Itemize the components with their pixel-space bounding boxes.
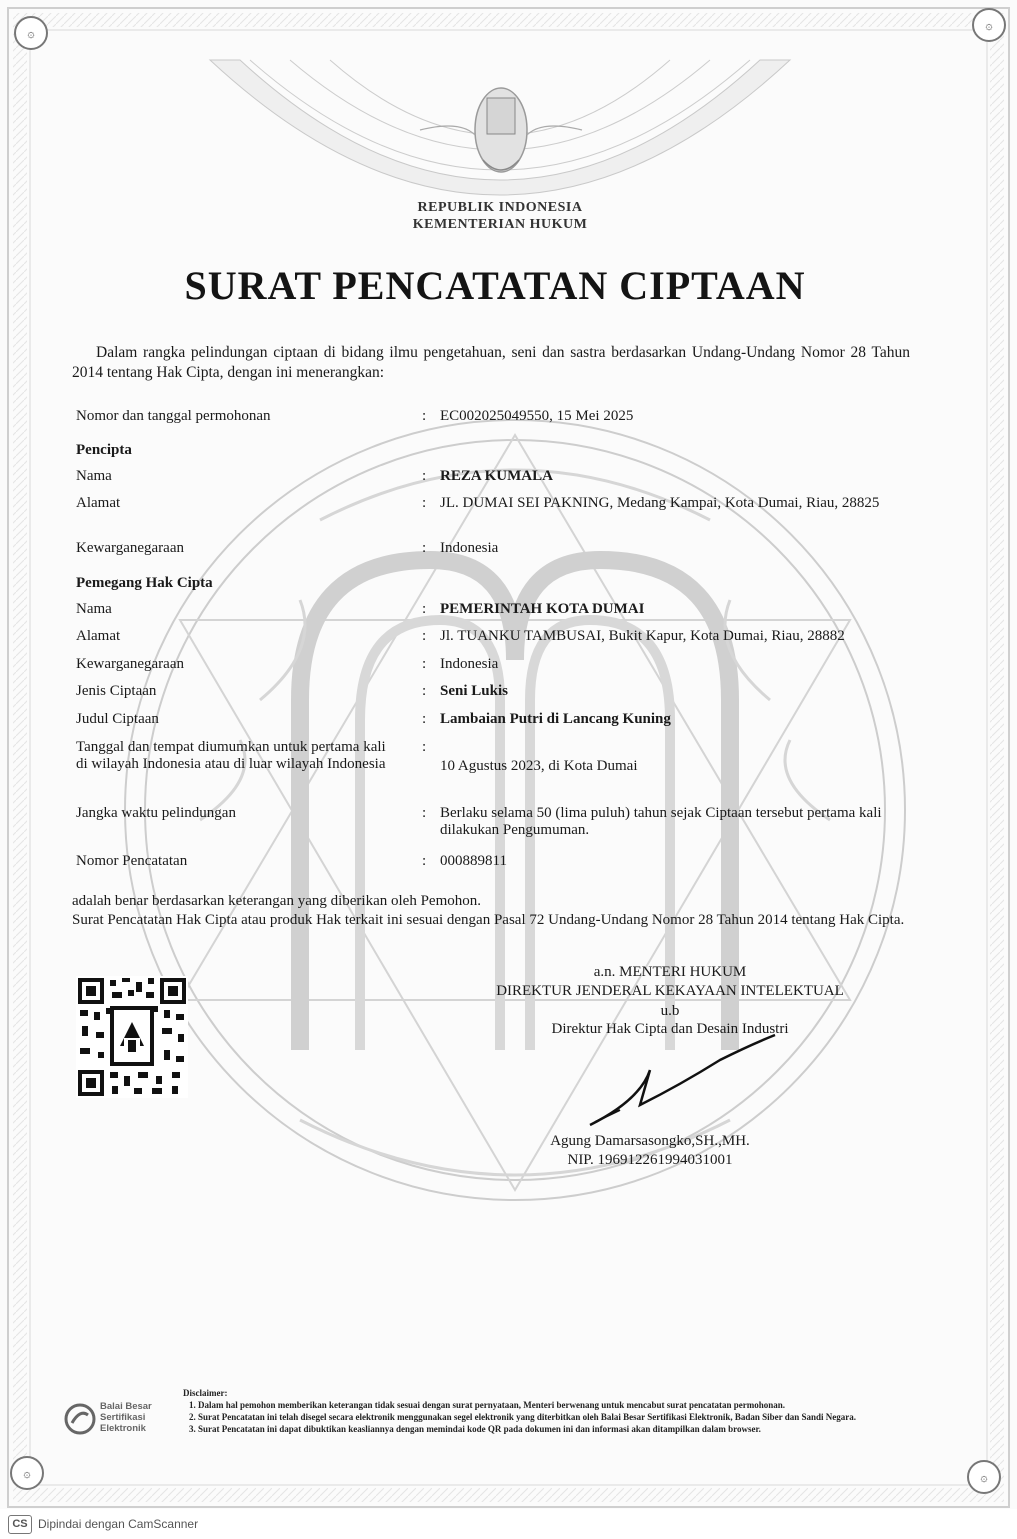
disclaimer-heading: Disclaimer: xyxy=(183,1388,228,1398)
republic-heading: REPUBLIK INDONESIA xyxy=(417,200,583,215)
field-label: Nama xyxy=(76,468,112,484)
closing-line-1: adalah benar berdasarkan keterangan yang diberikan oleh Pemohon. xyxy=(72,893,481,909)
handwritten-signature xyxy=(580,1030,780,1140)
field-label: Nama xyxy=(76,601,112,617)
scanner-footer xyxy=(0,1509,1017,1539)
disclaimer-item: 3. Surat Pencatatan ini dapat dibuktikan keasliannya dengan memindai kode QR pada dokumen ini dan informasi akan ditampilkan dalam browser. xyxy=(189,1424,761,1434)
field-label: Kewarganegaraan xyxy=(76,540,184,556)
signature-on-behalf: a.n. MENTERI HUKUM xyxy=(593,964,747,980)
field-label: Judul Ciptaan xyxy=(76,711,159,727)
field-colon: : xyxy=(422,656,427,672)
field-colon: : xyxy=(422,683,427,699)
corner-ornament-icon: ۞ xyxy=(967,1460,1001,1494)
field-label: Jangka waktu pelindungan xyxy=(76,805,236,821)
field-value: Indonesia xyxy=(440,540,499,556)
corner-ornament-icon: ۞ xyxy=(14,16,48,50)
camscanner-badge: CS xyxy=(8,1515,32,1534)
disclaimer xyxy=(183,1387,983,1435)
field-colon: : xyxy=(422,711,427,727)
disclaimer-item: 1. Dalam hal pemohon memberikan keterangan tidak sesuai dengan surat pernyataan, Menteri berwenang untuk mencabut surat pencatatan permohonan. xyxy=(189,1400,786,1410)
field-value: REZA KUMALA xyxy=(440,468,553,484)
signer-nip: NIP. 196912261994031001 xyxy=(567,1152,733,1168)
creator-heading: Pencipta xyxy=(76,442,132,458)
field-colon: : xyxy=(422,408,427,424)
camscanner-text: Dipindai dengan CamScanner xyxy=(38,1517,199,1531)
disclaimer-item: 2. Surat Pencatatan ini telah disegel secara elektronik menggunakan segel elektronik yang diterbitkan oleh Balai Besar Sertifikasi Elektronik, Badan Siber dan Sandi Negara. xyxy=(189,1412,856,1422)
garuda-emblem-icon xyxy=(210,60,790,195)
field-value: PEMERINTAH KOTA DUMAI xyxy=(440,601,645,617)
field-colon: : xyxy=(422,628,427,644)
field-value: Berlaku selama 50 (lima puluh) tahun sejak Ciptaan tersebut pertama kali dilakukan Pengumuman. xyxy=(440,805,882,838)
signature-ub: u.b xyxy=(660,1003,680,1019)
field-colon: : xyxy=(422,495,427,511)
signature-director-general: DIREKTUR JENDERAL KEKAYAAN INTELEKTUAL xyxy=(496,983,844,999)
signature-director: Direktur Hak Cipta dan Desain Industri xyxy=(551,1021,789,1037)
bsre-line-2: Sertifikasi xyxy=(100,1412,146,1423)
closing-line-2: Surat Pencatatan Hak Cipta atau produk Hak terkait ini sesuai dengan Pasal 72 Undang-Undang Nomor 28 Tahun 2014 tentang Hak Cipta. xyxy=(72,912,905,928)
holder-heading: Pemegang Hak Cipta xyxy=(76,575,213,591)
field-label: Nomor dan tanggal permohonan xyxy=(76,408,271,424)
field-label: Kewarganegaraan xyxy=(76,656,184,672)
field-value: 10 Agustus 2023, di Kota Dumai xyxy=(440,758,638,774)
field-label: Alamat xyxy=(76,628,121,644)
field-colon: : xyxy=(422,540,427,556)
intro-paragraph: Dalam rangka pelindungan ciptaan di bidang ilmu pengetahuan, seni dan sastra berdasarkan Undang-Undang Nomor 28 Tahun 2014 tentang Hak Cipta, dengan ini menerangkan: xyxy=(72,344,910,381)
field-value: Jl. TUANKU TAMBUSAI, Bukit Kapur, Kota Dumai, Riau, 28882 xyxy=(440,628,845,644)
field-label: Nomor Pencatatan xyxy=(76,853,188,869)
corner-ornament-icon: ۞ xyxy=(10,1456,44,1490)
qr-code-icon[interactable] xyxy=(76,976,188,1098)
ministry-heading: KEMENTERIAN HUKUM xyxy=(412,217,588,232)
field-label: Tanggal dan tempat diumumkan untuk pertama kali di wilayah Indonesia atau di luar wilayah Indonesia xyxy=(76,739,386,772)
field-value: JL. DUMAI SEI PAKNING, Medang Kampai, Kota Dumai, Riau, 28825 xyxy=(440,495,880,511)
field-colon: : xyxy=(422,853,427,869)
field-colon: : xyxy=(422,805,427,821)
corner-ornament-icon: ۞ xyxy=(972,8,1006,42)
field-value: Indonesia xyxy=(440,656,499,672)
field-label: Alamat xyxy=(76,495,121,511)
page-title: SURAT PENCATATAN CIPTAAN xyxy=(184,263,806,308)
field-value: 000889811 xyxy=(440,853,507,869)
field-value: EC002025049550, 15 Mei 2025 xyxy=(440,408,634,424)
field-value: Lambaian Putri di Lancang Kuning xyxy=(440,711,671,727)
bsre-line-3: Elektronik xyxy=(100,1423,146,1434)
field-colon: : xyxy=(422,601,427,617)
field-colon: : xyxy=(422,739,427,755)
field-value: Seni Lukis xyxy=(440,683,508,699)
field-label: Jenis Ciptaan xyxy=(76,683,157,699)
bsre-logo-icon xyxy=(62,1401,98,1437)
signer-name: Agung Damarsasongko,SH.,MH. xyxy=(550,1133,750,1149)
bsre-line-1: Balai Besar xyxy=(100,1401,152,1412)
field-colon: : xyxy=(422,468,427,484)
bsre-logo xyxy=(62,1397,182,1447)
